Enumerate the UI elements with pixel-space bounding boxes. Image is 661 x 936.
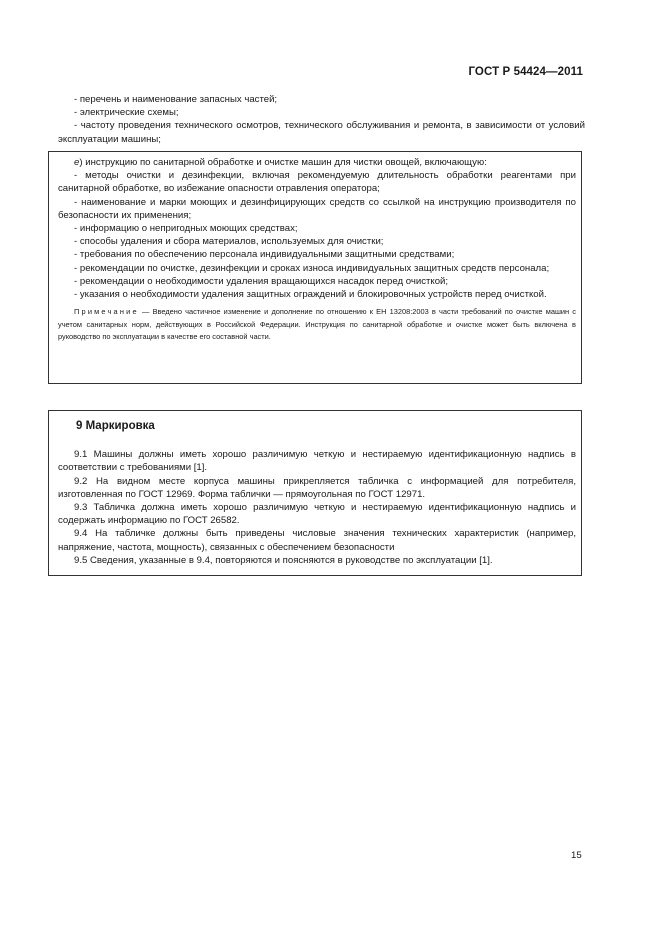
page-number: 15 [571, 850, 582, 861]
item-e-letter: е [74, 157, 80, 168]
list-item: - указания о необходимости удаления защитных ограждений и блокировочных устройств перед очисткой. [74, 289, 547, 301]
section-title: 9 Маркировка [76, 420, 155, 432]
list-item: - наименование и марки моющих и дезинфицирующих средств со ссылкой на инструкцию производителя по безопасности их применения; [58, 196, 576, 221]
list-item: - рекомендации о необходимости удаления вращающихся насадок перед очисткой; [74, 275, 449, 287]
paragraph: 9.4 На табличке должны быть приведены числовые значения технических характеристик (например, напряжение, частота, мощность), связанных с обеспечением безопасности [58, 528, 576, 553]
top-list [58, 93, 585, 146]
list-item: - требования по обеспечению персонала индивидуальными защитными средствами; [74, 249, 455, 261]
paragraph: 9.5 Сведения, указанные в 9.4, повторяются и поясняются в руководстве по эксплуатации [1]. [74, 554, 493, 566]
section-9-box [48, 410, 582, 576]
list-item: - способы удаления и сбора материалов, используемых для очистки; [74, 236, 384, 248]
note-label: Примечание [74, 307, 139, 317]
document-code: ГОСТ Р 54424—2011 [468, 66, 583, 78]
paragraph: 9.1 Машины должны иметь хорошо различимую четкую и нестираемую идентификационную надпись в соответствии с требованиями [1]. [58, 449, 576, 474]
note [58, 306, 576, 343]
list-item: - электрические схемы; [74, 107, 179, 119]
list-item: - частоту проведения технического осмотров, технического обслуживания и ремонта, в зависимости от условий эксплуатации машины; [58, 120, 585, 145]
paragraph: 9.3 Табличка должна иметь хорошо различимую четкую и нестираемую идентификационную надпись и содержать информацию по ГОСТ 26582. [58, 502, 576, 527]
list-item: - методы очистки и дезинфекции, включая рекомендуемую длительность обработки реагентами при санитарной обработке, во избежание опасности отравления оператора; [58, 170, 576, 195]
note-text: — Введено частичное изменение и дополнение по отношению к ЕН 13208:2003 в части требований по очистке машин с учетом санитарных норм, действующих в Российской Федерации. Инструкция по санитарной обработке и очистке может быть включена в руководство по эксплуатации в качестве его составной части. [58, 307, 576, 341]
list-item: - рекомендации по очистке, дезинфекции и сроках износа индивидуальных защитных средств персонала; [74, 262, 550, 274]
paragraph: 9.2 На видном месте корпуса машины прикрепляется табличка с информацией для потребителя, изготовленная по ГОСТ 12969. Форма таблички — прямоугольная по ГОСТ 12971. [58, 475, 576, 500]
amendment-box [48, 151, 582, 384]
item-e-text: ) инструкцию по санитарной обработке и очистке машин для чистки овощей, включающую: [79, 157, 487, 168]
list-item: - информацию о непригодных моющих средствах; [74, 223, 298, 235]
item-e [58, 156, 576, 169]
list-item: - перечень и наименование запасных частей; [74, 94, 278, 105]
